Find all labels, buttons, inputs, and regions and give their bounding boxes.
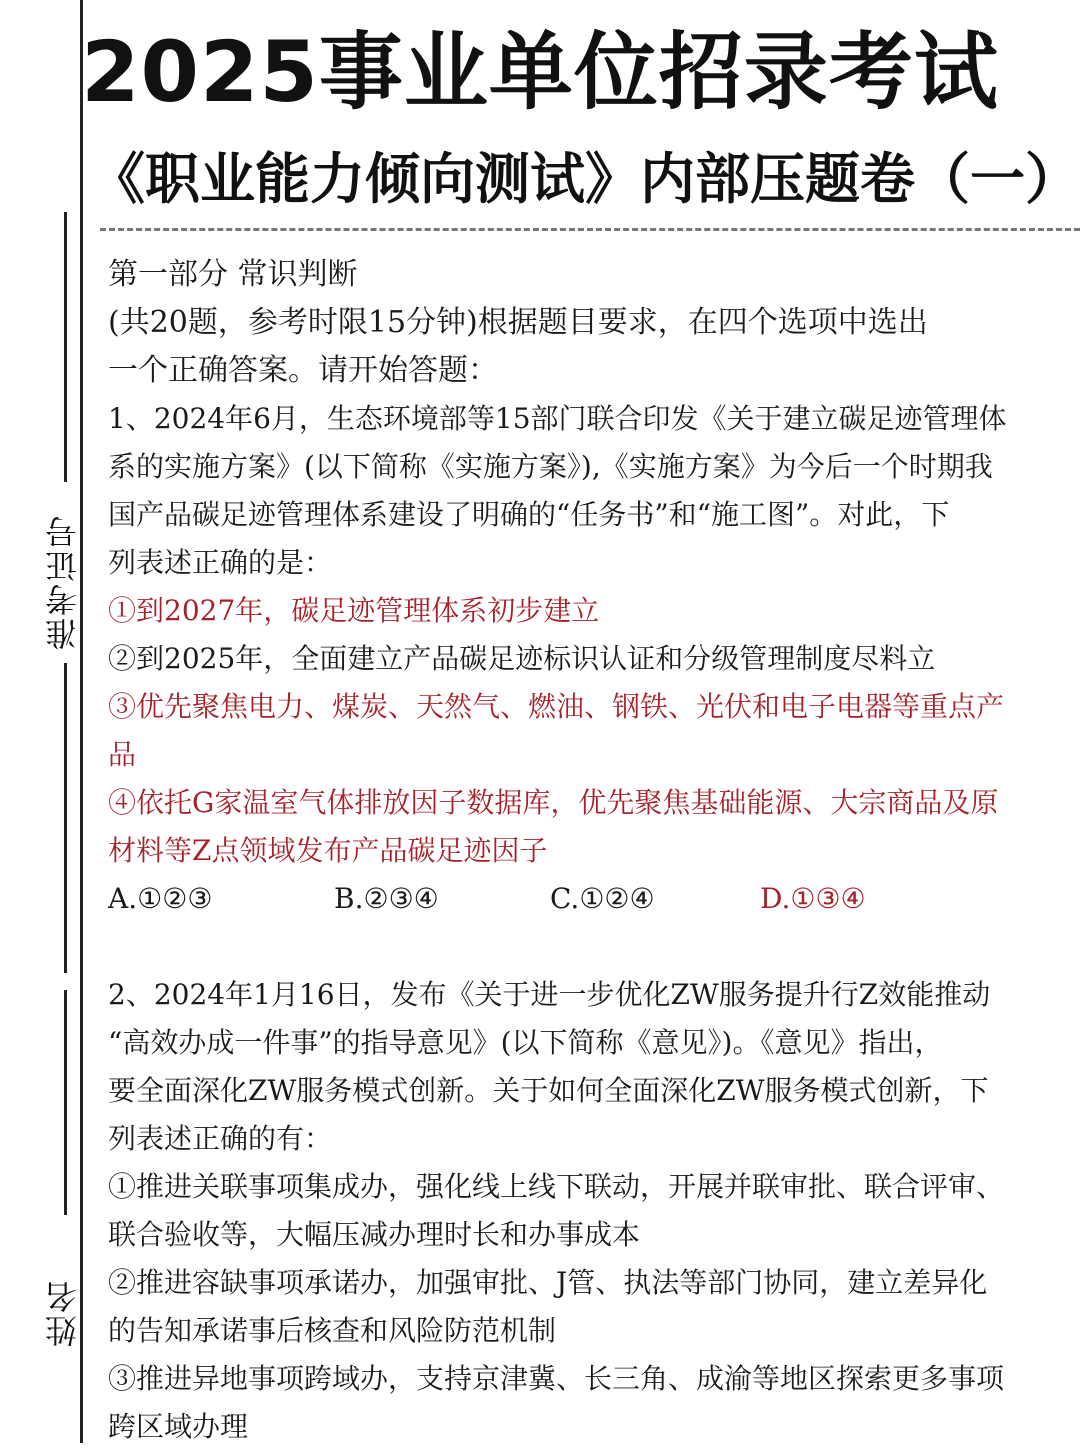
exam-content [108,251,1058,1451]
statement-4-cont: 材料等Z点领域发布产品碳足迹因子 [108,834,548,867]
statement-1: ①推进关联事项集成办，强化线上线下联动，开展并联审批、联合评审、 [108,1170,1005,1203]
spacer [108,923,1058,971]
statement-3: ③推进异地事项跨域办，支持京津冀、长三角、成渝等地区探索更多事项 [108,1362,1005,1395]
page-title: 2025事业单位招录考试 [81,23,999,121]
dashed-separator [100,228,1080,231]
left-margin-rule [80,0,83,1443]
statement-1: ①到2027年，碳足迹管理体系初步建立 [108,594,600,627]
intro-line: (共20题，参考时限15分钟)根据题目要求，在四个选项中选出 [108,305,928,340]
statement-3-cont: 品 [108,738,137,771]
option-b: B.②③④ [334,882,439,915]
option-d: D.①③④ [760,882,866,915]
section-intro [108,299,1058,395]
question-stem-line: “高效办成一件事”的指导意见》(以下简称《意见》)。《意见》指出， [108,1026,943,1059]
statement-2: ②推进容缺事项承诺办，加强审批、J管、执法等部门协同，建立差异化 [108,1266,988,1299]
question-2 [108,971,1058,1451]
exam-id-label: 准考证号 [44,514,82,650]
statement-4: ④依托G家温室气体排放因子数据库，优先聚焦基础能源、大宗商品及原 [108,786,999,819]
question-stem-line: 列表述正确的有： [108,1122,333,1155]
question-stem-line: 国产品碳足迹管理体系建设了明确的“任务书”和“施工图”。对此，下 [108,498,950,531]
statement-1-cont: 联合验收等，大幅压减办理时长和办事成本 [108,1218,641,1251]
question-stem-line: 2、2024年1月16日，发布《关于进一步优化ZW服务提升行Z效能推动 [108,978,991,1011]
page-subtitle: 《职业能力倾向测试》内部压题卷（一） [90,147,1080,211]
option-c: C.①②④ [550,882,655,915]
statement-3: ③优先聚焦电力、煤炭、天然气、燃油、钢铁、光伏和电子电器等重点产 [108,690,1005,723]
name-label: 姓名 [44,1279,82,1347]
question-stem-line: 系的实施方案》(以下简称《实施方案》),《实施方案》为今后一个时期我 [108,450,993,483]
statement-2-cont: 的告知承诺事后核查和风险防范机制 [108,1314,557,1347]
statement-2: ②到2025年，全面建立产品碳足迹标识认证和分级管理制度尽料立 [108,642,936,675]
answer-options [108,875,1058,923]
intro-line: 一个正确答案。请开始答题： [108,353,498,388]
option-a: A.①②③ [108,882,213,915]
exam-id-line-bottom [64,663,67,973]
statement-3-cont: 跨区域办理 [108,1410,249,1443]
exam-id-line-top [64,212,67,482]
question-stem-line: 要全面深化ZW服务模式创新。关于如何全面深化ZW服务模式创新，下 [108,1074,989,1107]
question-stem-line: 1、2024年6月，生态环境部等15部门联合印发《关于建立碳足迹管理体 [108,402,1007,435]
question-1 [108,395,1058,923]
section-heading: 第一部分 常识判断 [108,257,358,292]
question-stem-line: 列表述正确的是： [108,546,333,579]
name-line [64,990,67,1215]
